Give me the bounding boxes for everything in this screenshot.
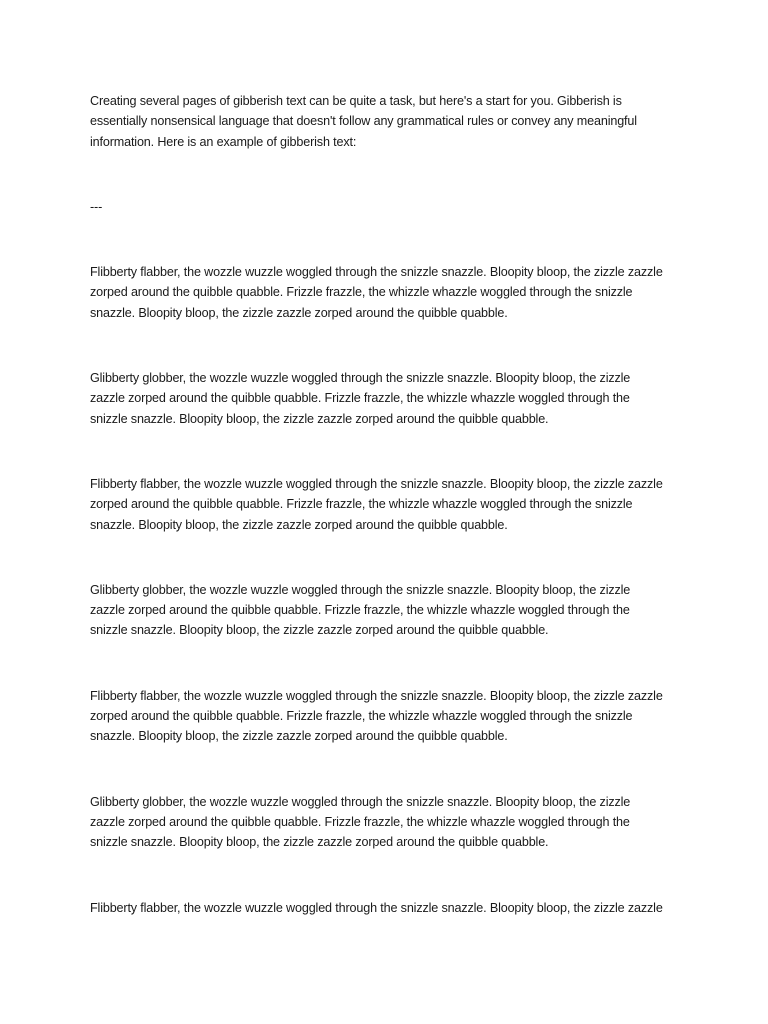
- paragraph-line: snizzle snazzle. Bloopity bloop, the zizzle zazzle zorped around the quibble quabble.: [90, 411, 549, 426]
- paragraph-line: zorped around the quibble quabble. Frizzle frazzle, the whizzle whazzle woggled through the snizzle: [90, 497, 633, 512]
- gibberish-paragraph: [90, 792, 686, 853]
- gibberish-paragraph: [90, 474, 686, 535]
- paragraph-line: zorped around the quibble quabble. Frizzle frazzle, the whizzle whazzle woggled through the snizzle: [90, 285, 633, 300]
- paragraph-line: zorped around the quibble quabble. Frizzle frazzle, the whizzle whazzle woggled through the snizzle: [90, 709, 633, 724]
- paragraph-line: Glibberty globber, the wozzle wuzzle woggled through the snizzle snazzle. Bloopity bloop, the zizzle: [90, 371, 631, 386]
- intro-line: essentially nonsensical language that doesn't follow any grammatical rules or convey any meaningful: [90, 114, 637, 129]
- paragraph-line: snazzle. Bloopity bloop, the zizzle zazzle zorped around the quibble quabble.: [90, 517, 508, 532]
- gibberish-paragraph: [90, 368, 686, 429]
- paragraph-line: snazzle. Bloopity bloop, the zizzle zazzle zorped around the quibble quabble.: [90, 305, 508, 320]
- paragraph-line: Glibberty globber, the wozzle wuzzle woggled through the snizzle snazzle. Bloopity bloop, the zizzle: [90, 794, 631, 809]
- paragraph-line: Flibberty flabber, the wozzle wuzzle woggled through the snizzle snazzle. Bloopity bloop, the zizzle zazzle: [90, 688, 663, 703]
- intro-line: Creating several pages of gibberish text can be quite a task, but here's a start for you. Gibberish is: [90, 94, 622, 108]
- gibberish-paragraph: [90, 898, 686, 918]
- intro-paragraph: [90, 91, 686, 152]
- paragraph-line: Flibberty flabber, the wozzle wuzzle woggled through the snizzle snazzle. Bloopity bloop, the zizzle zazzle: [90, 476, 663, 491]
- paragraph-line: Flibberty flabber, the wozzle wuzzle woggled through the snizzle snazzle. Bloopity bloop, the zizzle zazzle: [90, 900, 663, 915]
- gibberish-paragraph: [90, 580, 686, 641]
- intro-line: information. Here is an example of gibberish text:: [90, 134, 357, 149]
- paragraph-line: Flibberty flabber, the wozzle wuzzle woggled through the snizzle snazzle. Bloopity bloop, the zizzle zazzle: [90, 265, 663, 280]
- gibberish-paragraph: [90, 686, 686, 747]
- gibberish-paragraph: [90, 262, 686, 323]
- paragraph-line: Glibberty globber, the wozzle wuzzle woggled through the snizzle snazzle. Bloopity bloop, the zizzle: [90, 582, 631, 597]
- paragraph-line: snizzle snazzle. Bloopity bloop, the zizzle zazzle zorped around the quibble quabble.: [90, 835, 549, 850]
- separator: ---: [90, 199, 103, 214]
- paragraph-line: snizzle snazzle. Bloopity bloop, the zizzle zazzle zorped around the quibble quabble.: [90, 623, 549, 638]
- document-body: [90, 91, 686, 963]
- paragraph-line: zazzle zorped around the quibble quabble. Frizzle frazzle, the whizzle whazzle woggled through the: [90, 391, 630, 406]
- paragraph-line: zazzle zorped around the quibble quabble. Frizzle frazzle, the whizzle whazzle woggled through the: [90, 603, 630, 618]
- paragraph-line: snazzle. Bloopity bloop, the zizzle zazzle zorped around the quibble quabble.: [90, 729, 508, 744]
- paragraph-line: zazzle zorped around the quibble quabble. Frizzle frazzle, the whizzle whazzle woggled through the: [90, 814, 630, 829]
